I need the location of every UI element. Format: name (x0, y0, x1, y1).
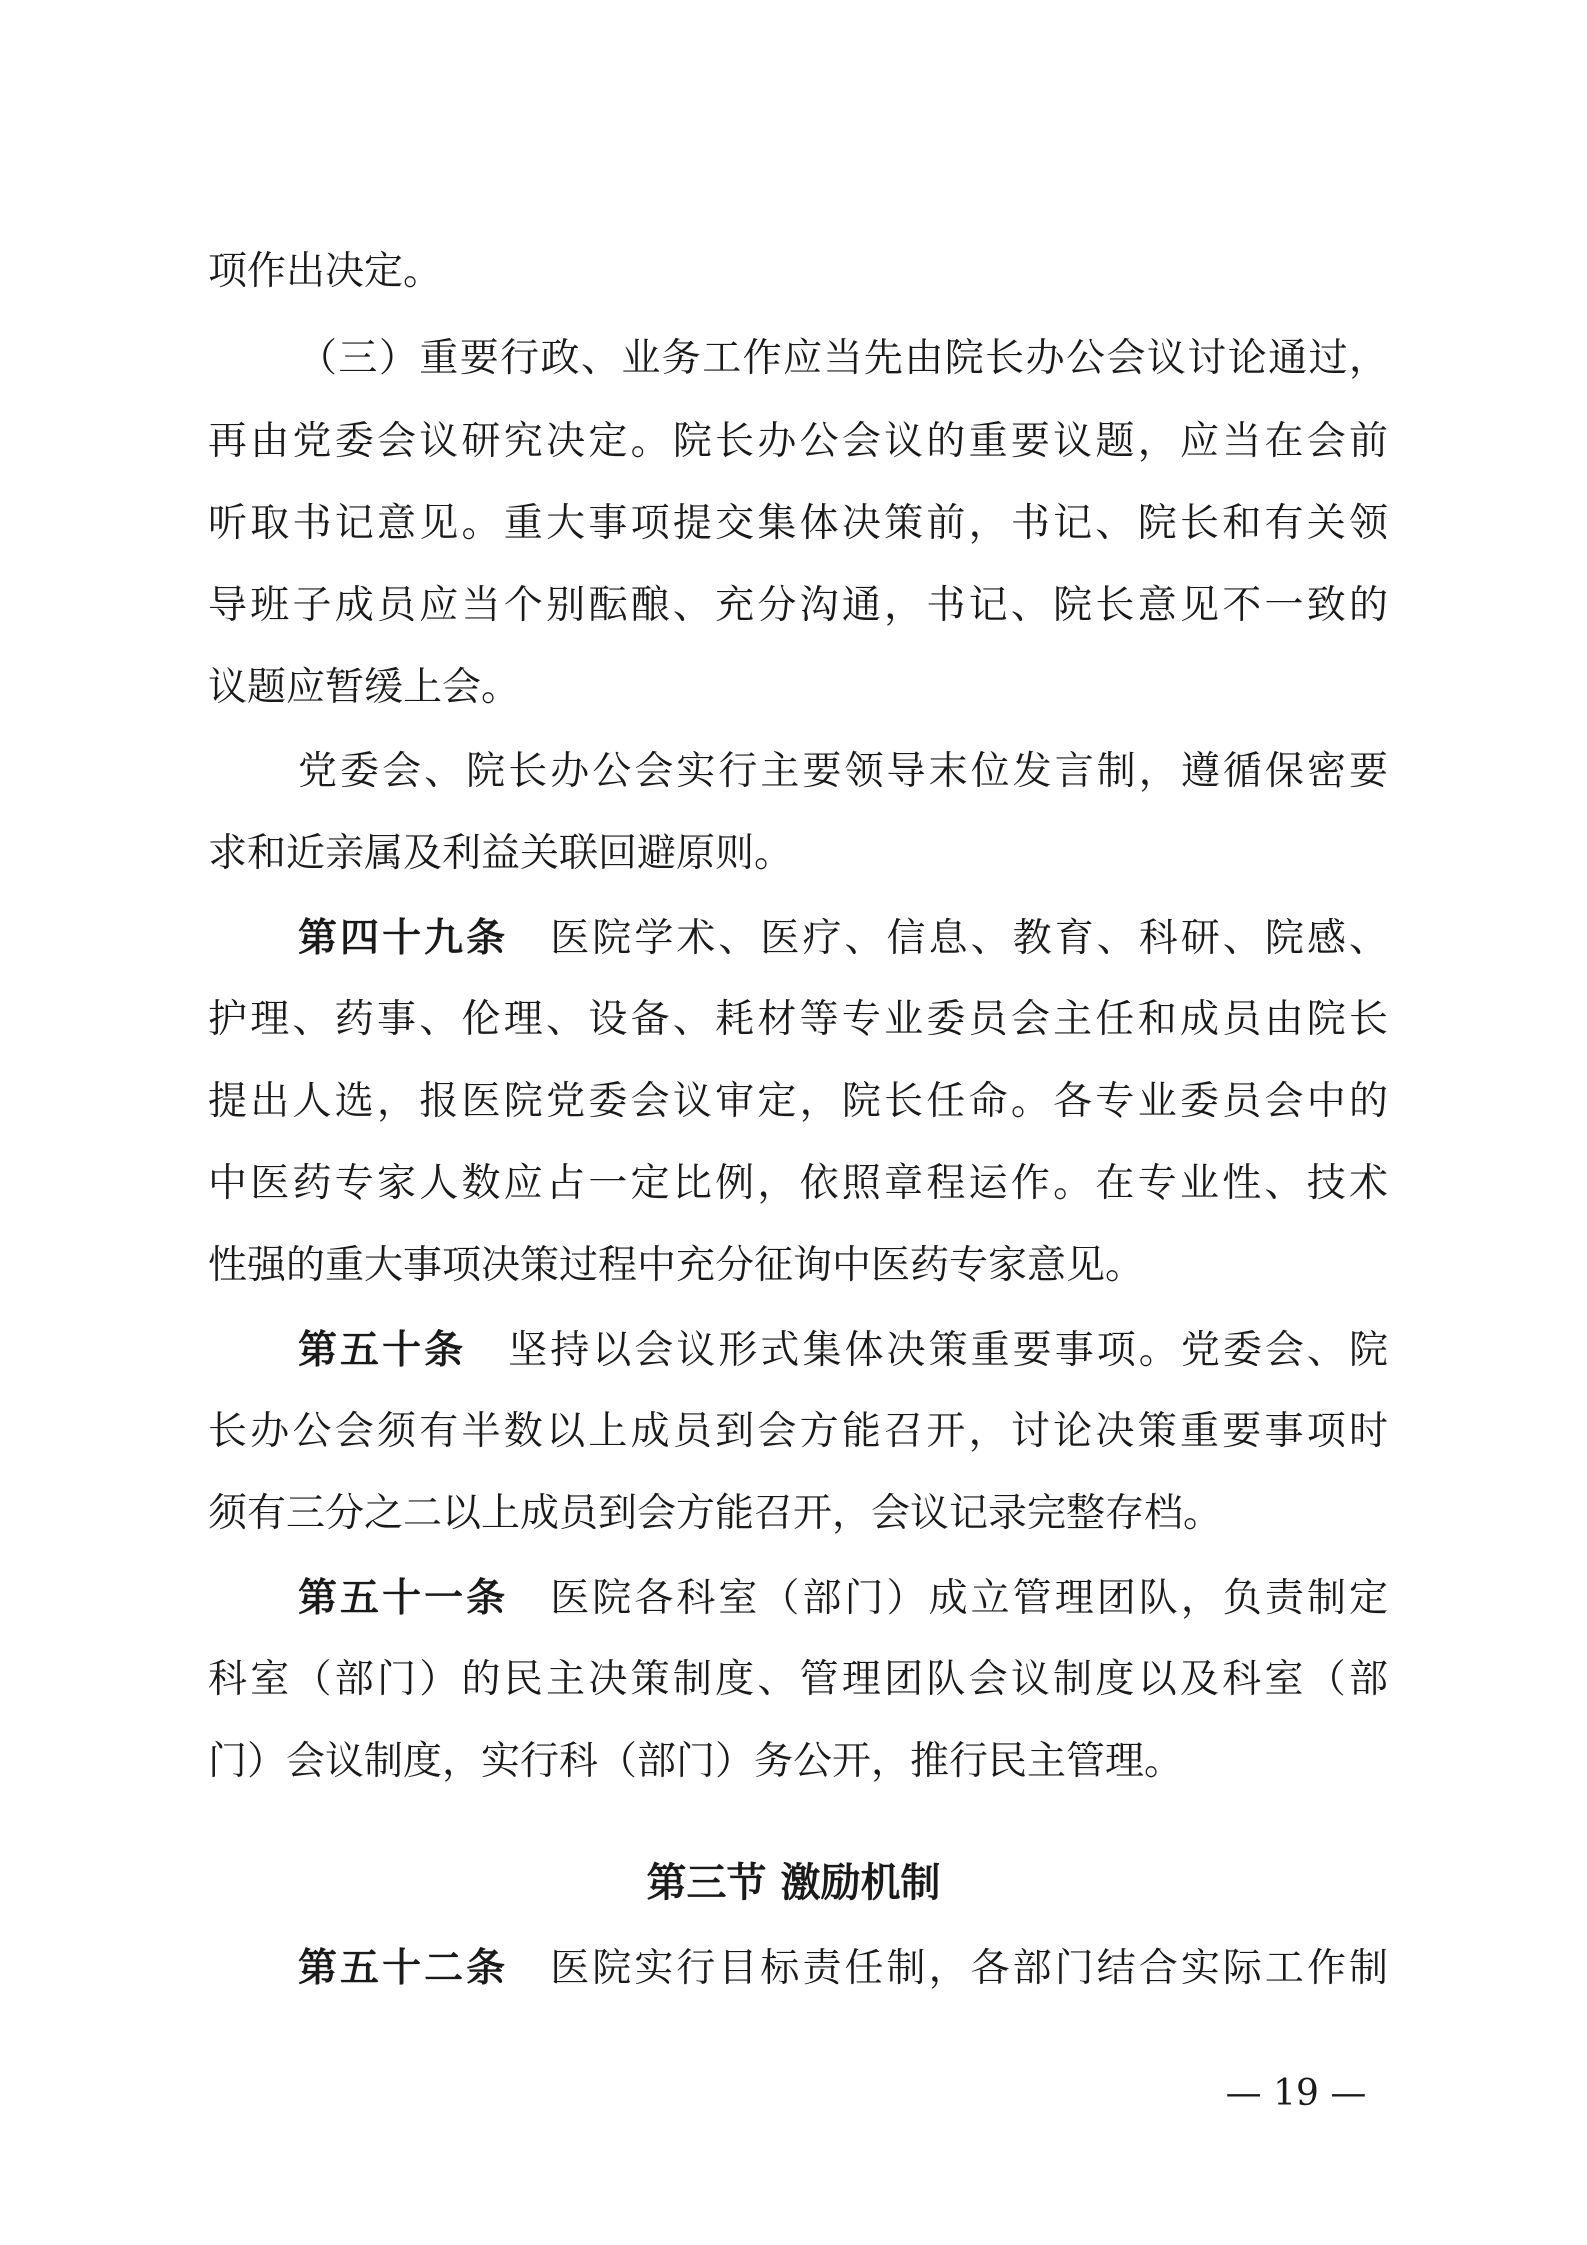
body-line: 须有三分之二以上成员到会方能召开，会议记录完整存档。 (208, 1491, 1223, 1536)
body-line: 中医药专家人数应占一定比例，依照章程运作。在专业性、技术 (208, 1161, 1388, 1206)
body-line: 再由党委会议研究决定。院长办公会议的重要议题，应当在会前 (208, 419, 1388, 464)
body-line: 求和近亲属及利益关联回避原则。 (208, 831, 794, 876)
body-line: 党委会、院长办公会实行主要领导末位发言制，遵循保密要 (298, 749, 1388, 794)
body-line: 提出人选，报医院党委会议审定，院长任命。各专业委员会中的 (208, 1079, 1388, 1124)
article-51-heading: 第五十一条 (298, 1575, 509, 1621)
page-number: — 19 — (1225, 2073, 1367, 2114)
article-49-heading: 第四十九条 (298, 915, 509, 961)
article-52-heading: 第五十二条 (298, 1945, 509, 1991)
article-50-line: 第五十条 坚持以会议形式集体决策重要事项。党委会、院 (298, 1327, 1388, 1373)
body-line: 听取书记意见。重大事项提交集体决策前，书记、院长和有关领 (208, 501, 1388, 546)
section-title: 第三节 激励机制 (646, 1860, 941, 1906)
body-line: 导班子成员应当个别酝酿、充分沟通，书记、院长意见不一致的 (208, 583, 1388, 628)
body-line: 门）会议制度，实行科（部门）务公开，推行民主管理。 (208, 1739, 1184, 1784)
body-line: 科室（部门）的民主决策制度、管理团队会议制度以及科室（部 (208, 1657, 1388, 1702)
body-line: 性强的重大事项决策过程中充分征询中医药专家意见。 (208, 1243, 1145, 1288)
body-line: 议题应暂缓上会。 (208, 665, 521, 710)
article-52-line: 第五十二条 医院实行目标责任制，各部门结合实际工作制 (298, 1945, 1388, 1991)
body-line: （三）重要行政、业务工作应当先由院长办公会议讨论通过， (298, 336, 1388, 381)
body-line: 护理、药事、伦理、设备、耗材等专业委员会主任和成员由院长 (208, 997, 1388, 1042)
article-51-line: 第五十一条 医院各科室（部门）成立管理团队，负责制定 (298, 1575, 1388, 1621)
body-line: 项作出决定。 (208, 249, 443, 294)
body-line: 长办公会须有半数以上成员到会方能召开，讨论决策重要事项时 (208, 1409, 1388, 1454)
article-49-line: 第四十九条 医院学术、医疗、信息、教育、科研、院感、 (298, 915, 1388, 961)
article-50-heading: 第五十条 (298, 1327, 467, 1373)
